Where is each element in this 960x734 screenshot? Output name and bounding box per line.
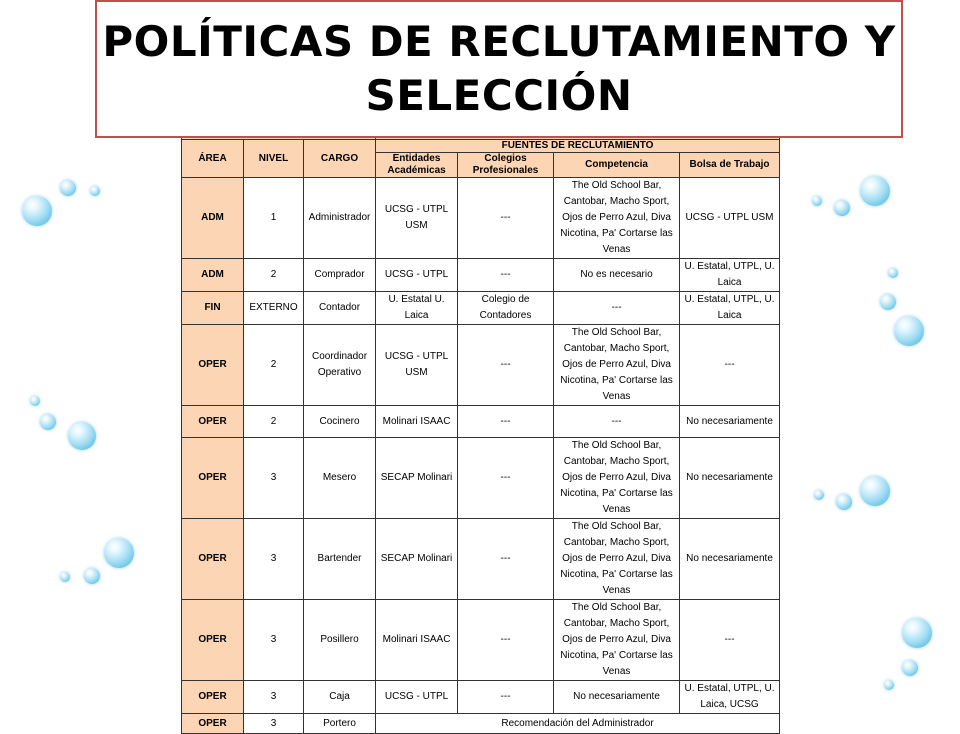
cell-entidades: SECAP Molinari bbox=[376, 438, 458, 519]
cell-cargo: Comprador bbox=[304, 259, 376, 292]
cell-cargo: Bartender bbox=[304, 519, 376, 600]
cell-area: OPER bbox=[182, 519, 244, 600]
cell-nivel: 3 bbox=[244, 714, 304, 734]
cell-colegios: --- bbox=[458, 438, 554, 519]
header-cargo: CARGO bbox=[304, 140, 376, 178]
cell-nivel: 3 bbox=[244, 681, 304, 714]
header-entidades: Entidades Académicas bbox=[376, 153, 458, 178]
bubble-decoration bbox=[902, 660, 918, 676]
table-row bbox=[182, 325, 780, 406]
bubble-decoration bbox=[884, 680, 894, 690]
cell-cargo: Mesero bbox=[304, 438, 376, 519]
table-row bbox=[182, 438, 780, 519]
table-row bbox=[182, 714, 780, 734]
cell-colegios: --- bbox=[458, 259, 554, 292]
cell-area: ADM bbox=[182, 259, 244, 292]
bubble-decoration bbox=[894, 316, 924, 346]
cell-bolsa: No necesariamente bbox=[680, 406, 780, 438]
table-row bbox=[182, 406, 780, 438]
cell-competencia: The Old School Bar, Cantobar, Macho Sport, Ojos de Perro Azul, Diva Nicotina, Pa' Cortarse las Venas bbox=[554, 438, 680, 519]
cell-colegios: --- bbox=[458, 519, 554, 600]
cell-cargo: Caja bbox=[304, 681, 376, 714]
cell-merged-recommendation: Recomendación del Administrador bbox=[376, 714, 780, 734]
bubble-decoration bbox=[812, 196, 822, 206]
cell-cargo: Portero bbox=[304, 714, 376, 734]
cell-nivel: 3 bbox=[244, 519, 304, 600]
bubble-decoration bbox=[84, 568, 100, 584]
cell-colegios: --- bbox=[458, 406, 554, 438]
title-box bbox=[95, 0, 903, 138]
bubble-decoration bbox=[888, 268, 898, 278]
cell-competencia: No es necesario bbox=[554, 259, 680, 292]
cell-entidades: UCSG - UTPL USM bbox=[376, 325, 458, 406]
cell-colegios: --- bbox=[458, 681, 554, 714]
cell-bolsa: U. Estatal, UTPL, U. Laica bbox=[680, 292, 780, 325]
bubble-decoration bbox=[814, 490, 824, 500]
cell-nivel: 3 bbox=[244, 438, 304, 519]
cell-area: OPER bbox=[182, 406, 244, 438]
cell-nivel: 3 bbox=[244, 600, 304, 681]
cell-competencia: No necesariamente bbox=[554, 681, 680, 714]
cell-competencia: The Old School Bar, Cantobar, Macho Sport, Ojos de Perro Azul, Diva Nicotina, Pa' Cortarse las Venas bbox=[554, 178, 680, 259]
recruitment-table bbox=[181, 122, 780, 734]
cell-colegios: Colegio de Contadores bbox=[458, 292, 554, 325]
cell-entidades: Molinari ISAAC bbox=[376, 406, 458, 438]
header-area: ÁREA bbox=[182, 140, 244, 178]
bubble-decoration bbox=[836, 494, 852, 510]
cell-bolsa: --- bbox=[680, 600, 780, 681]
cell-area: OPER bbox=[182, 438, 244, 519]
cell-area: OPER bbox=[182, 600, 244, 681]
cell-entidades: U. Estatal U. Laica bbox=[376, 292, 458, 325]
cell-cargo: Posillero bbox=[304, 600, 376, 681]
bubble-decoration bbox=[22, 196, 52, 226]
header-fuentes: FUENTES DE RECLUTAMIENTO bbox=[376, 140, 780, 153]
bubble-decoration bbox=[880, 294, 896, 310]
cell-bolsa: No necesariamente bbox=[680, 438, 780, 519]
cell-bolsa: No necesariamente bbox=[680, 519, 780, 600]
bubble-decoration bbox=[834, 200, 850, 216]
table-row bbox=[182, 681, 780, 714]
cell-competencia: --- bbox=[554, 292, 680, 325]
table-row bbox=[182, 259, 780, 292]
cell-entidades: UCSG - UTPL bbox=[376, 259, 458, 292]
cell-competencia: The Old School Bar, Cantobar, Macho Sport, Ojos de Perro Azul, Diva Nicotina, Pa' Cortarse las Venas bbox=[554, 600, 680, 681]
cell-entidades: Molinari ISAAC bbox=[376, 600, 458, 681]
cell-area: OPER bbox=[182, 714, 244, 734]
cell-competencia: The Old School Bar, Cantobar, Macho Sport, Ojos de Perro Azul, Diva Nicotina, Pa' Cortarse las Venas bbox=[554, 325, 680, 406]
bubble-decoration bbox=[90, 186, 100, 196]
cell-cargo: Administrador bbox=[304, 178, 376, 259]
cell-area: ADM bbox=[182, 178, 244, 259]
cell-colegios: --- bbox=[458, 600, 554, 681]
header-competencia: Competencia bbox=[554, 153, 680, 178]
bubble-decoration bbox=[860, 476, 890, 506]
cell-nivel: 2 bbox=[244, 259, 304, 292]
header-colegios: Colegios Profesionales bbox=[458, 153, 554, 178]
cell-competencia: The Old School Bar, Cantobar, Macho Sport, Ojos de Perro Azul, Diva Nicotina, Pa' Cortarse las Venas bbox=[554, 519, 680, 600]
cell-entidades: UCSG - UTPL USM bbox=[376, 178, 458, 259]
cell-cargo: Cocinero bbox=[304, 406, 376, 438]
cell-bolsa: U. Estatal, UTPL, U. Laica, UCSG bbox=[680, 681, 780, 714]
bubble-decoration bbox=[860, 176, 890, 206]
cell-colegios: --- bbox=[458, 325, 554, 406]
cell-area: OPER bbox=[182, 681, 244, 714]
bubble-decoration bbox=[40, 414, 56, 430]
cell-nivel: 1 bbox=[244, 178, 304, 259]
cell-area: OPER bbox=[182, 325, 244, 406]
cell-bolsa: UCSG - UTPL USM bbox=[680, 178, 780, 259]
header-nivel: NIVEL bbox=[244, 140, 304, 178]
cell-nivel: EXTERNO bbox=[244, 292, 304, 325]
table-row bbox=[182, 519, 780, 600]
cell-competencia: --- bbox=[554, 406, 680, 438]
page-title: POLÍTICAS DE RECLUTAMIENTO Y SELECCIÓN bbox=[102, 17, 896, 120]
table-row bbox=[182, 292, 780, 325]
cell-colegios: --- bbox=[458, 178, 554, 259]
bubble-decoration bbox=[60, 180, 76, 196]
cell-nivel: 2 bbox=[244, 406, 304, 438]
bubble-decoration bbox=[68, 422, 96, 450]
cell-bolsa: U. Estatal, UTPL, U. Laica bbox=[680, 259, 780, 292]
bubble-decoration bbox=[60, 572, 70, 582]
cell-nivel: 2 bbox=[244, 325, 304, 406]
cell-cargo: Contador bbox=[304, 292, 376, 325]
recruitment-table-container bbox=[181, 122, 779, 729]
bubble-decoration bbox=[30, 396, 40, 406]
header-bolsa: Bolsa de Trabajo bbox=[680, 153, 780, 178]
table-row bbox=[182, 600, 780, 681]
cell-area: FIN bbox=[182, 292, 244, 325]
bubble-decoration bbox=[902, 618, 932, 648]
cell-entidades: SECAP Molinari bbox=[376, 519, 458, 600]
bubble-decoration bbox=[104, 538, 134, 568]
table-row bbox=[182, 178, 780, 259]
cell-cargo: Coordinador Operativo bbox=[304, 325, 376, 406]
cell-entidades: UCSG - UTPL bbox=[376, 681, 458, 714]
cell-bolsa: --- bbox=[680, 325, 780, 406]
